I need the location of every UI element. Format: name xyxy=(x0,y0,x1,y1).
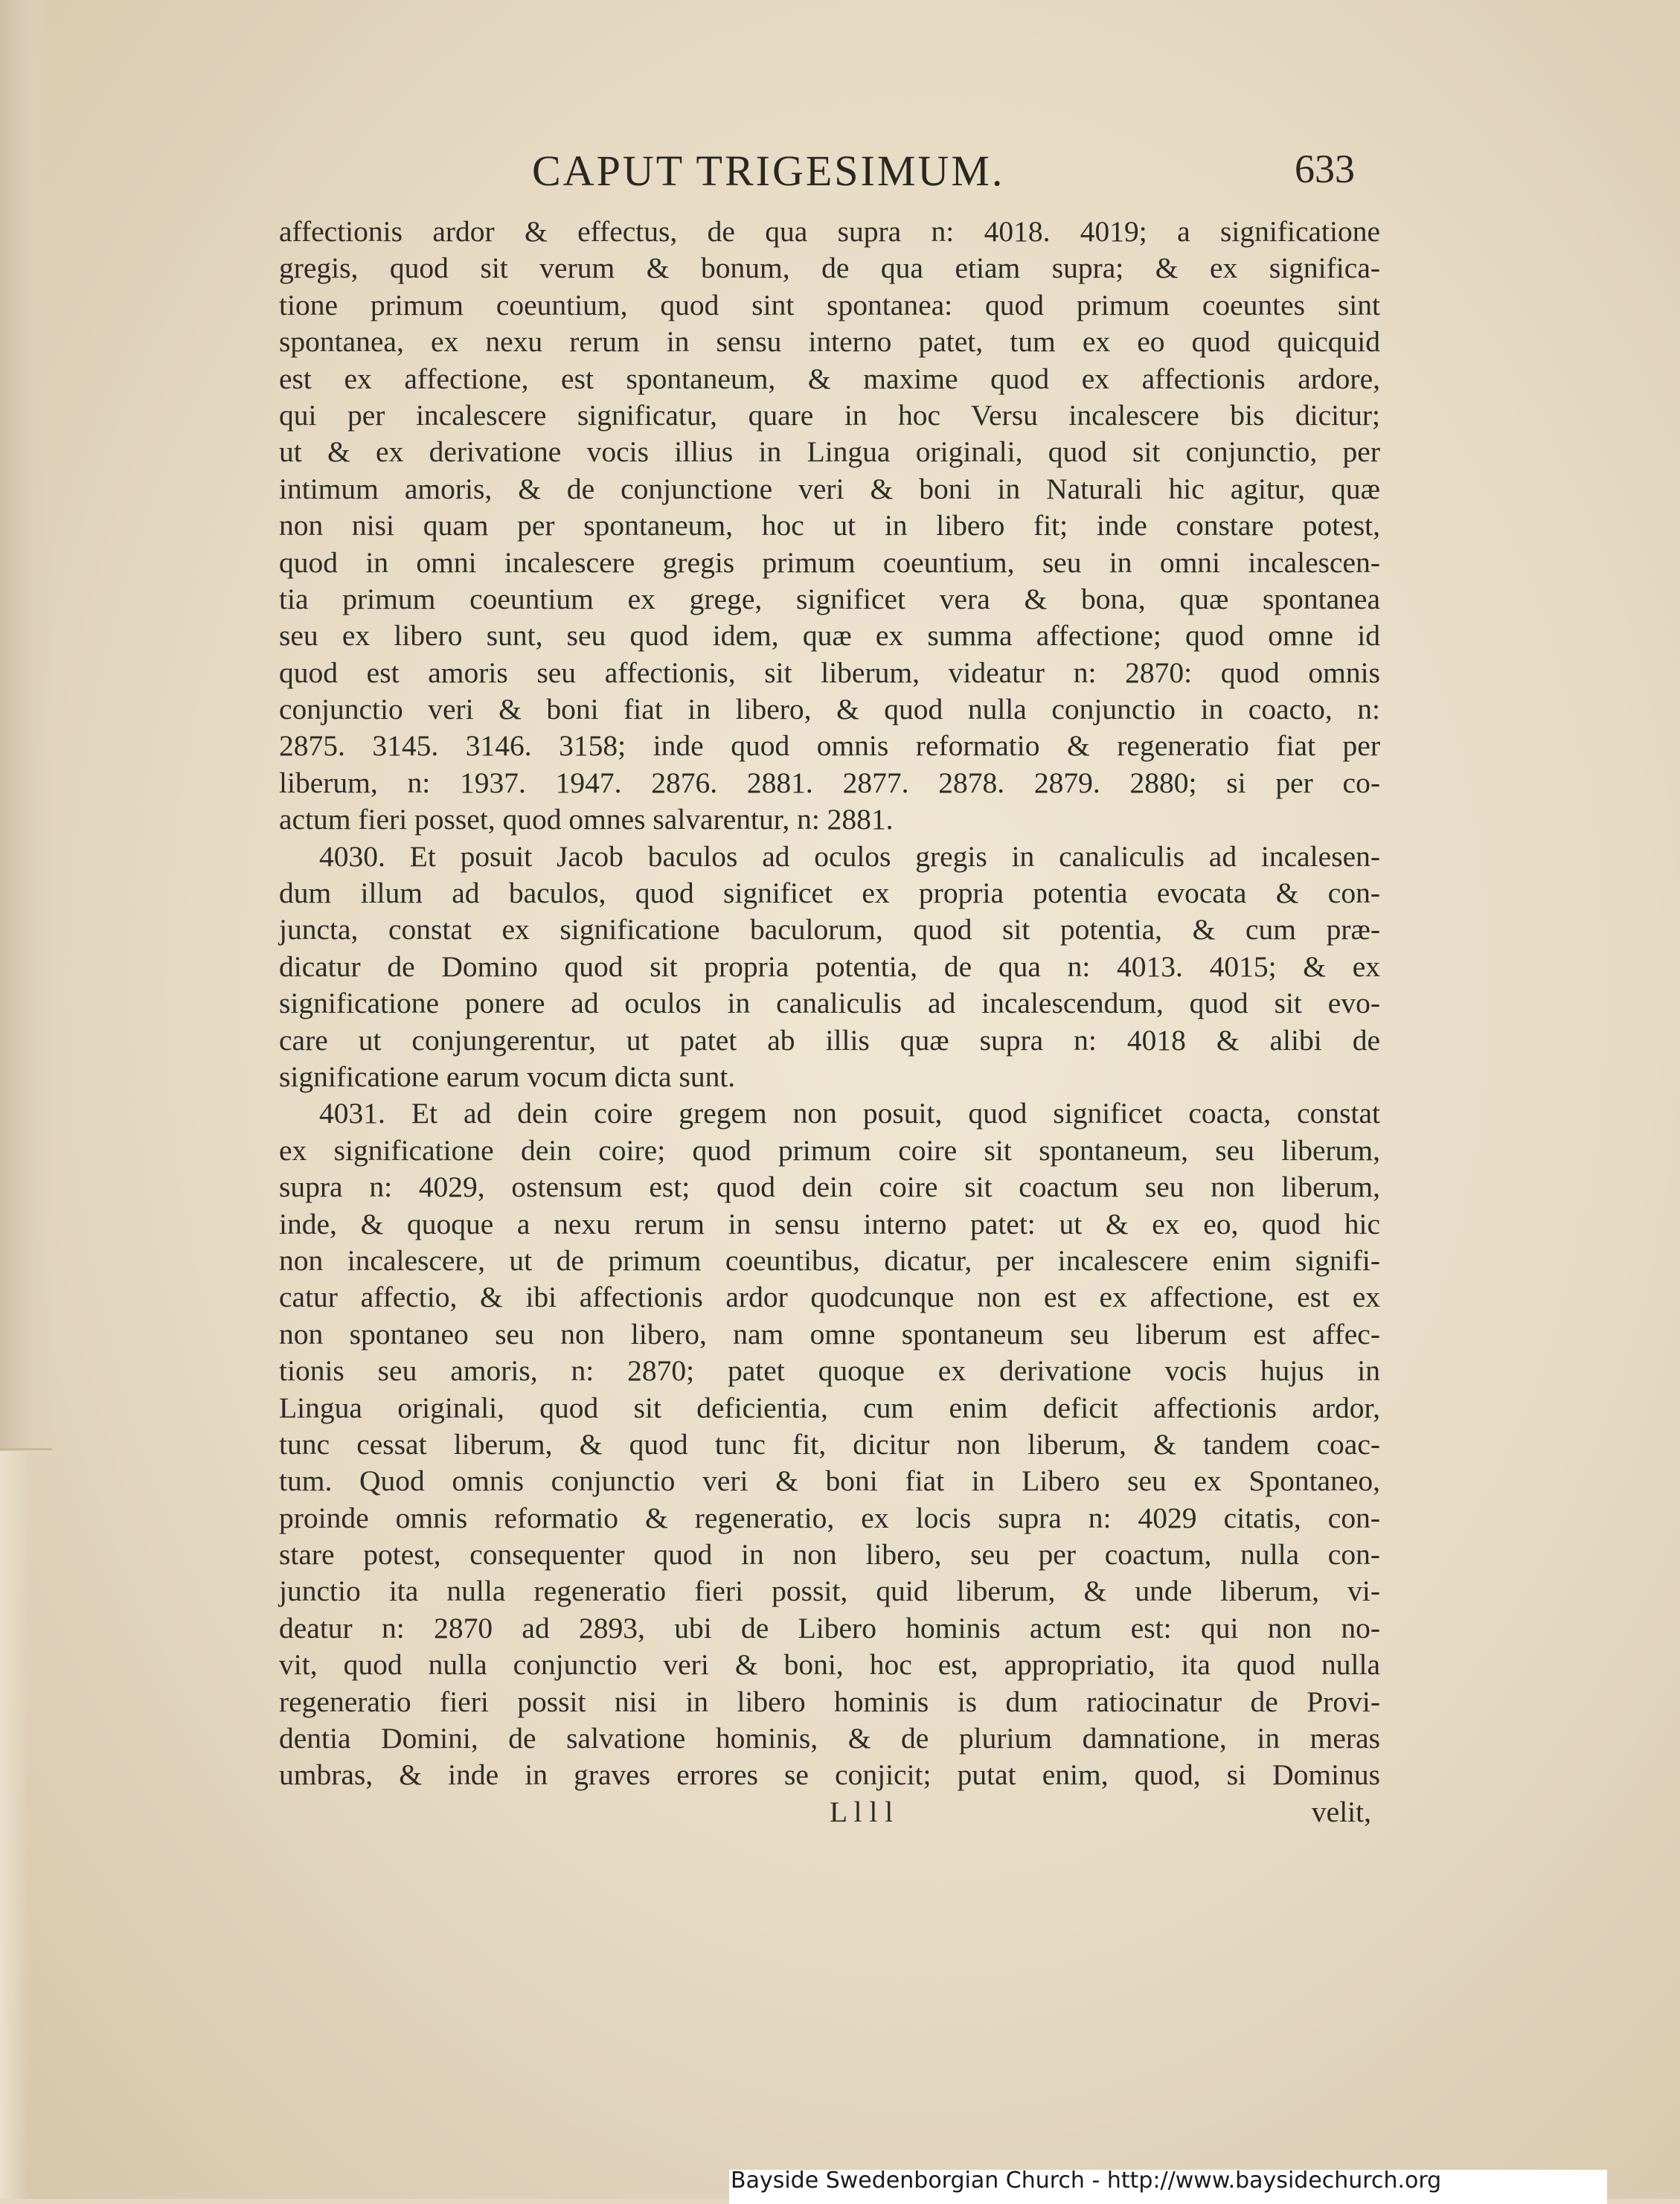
text-line: significatione earum vocum dicta sunt. xyxy=(279,1060,736,1093)
text-line: tia primum coeuntium ex grege, significet vera & bona, quæ spontanea xyxy=(279,582,1380,615)
text-line: dentia Domini, de salvatione hominis, & de plurium damnatione, in meras xyxy=(279,1722,1380,1755)
text-line: quod est amoris seu affectionis, sit liberum, videatur n: 2870: quod omnis xyxy=(279,656,1380,689)
text-line: est ex affectione, est spontaneum, & maxime quod ex affectionis ardore, xyxy=(279,362,1380,395)
paragraph-start-4030: 4030. Et posuit Jacob baculos ad oculos gregis in canaliculis ad incalesen- xyxy=(319,839,1380,873)
text-line: umbras, & inde in graves errores se conjicit; putat enim, quod, si Dominus xyxy=(279,1758,1380,1792)
text-line: dicatur de Domino quod sit propria potentia, de qua n: 4013. 4015; & ex xyxy=(279,949,1380,983)
text-line: juncta, constat ex significatione baculorum, quod sit potentia, & cum præ- xyxy=(279,913,1380,946)
text-line: spontanea, ex nexu rerum in sensu interno patet, tum ex eo quod quicquid xyxy=(279,325,1380,359)
body-text xyxy=(279,214,1380,1830)
text-line: vit, quod nulla conjunctio veri & boni, hoc est, appropriatio, ita quod nulla xyxy=(279,1648,1380,1682)
text-line: non incalescere, ut de primum coeuntibus, dicatur, per incalescere enim signifi- xyxy=(279,1243,1380,1277)
text-line: 2875. 3145. 3146. 3158; inde quod omnis reformatio & regeneratio fiat per xyxy=(279,729,1380,763)
page-number: 633 xyxy=(1295,147,1355,191)
text-line: care ut conjungerentur, ut patet ab illis quæ supra n: 4018 & alibi de xyxy=(279,1023,1380,1057)
text-line: intimum amoris, & de conjunctione veri & boni in Naturali hic agitur, quæ xyxy=(279,472,1380,505)
signature-line xyxy=(279,1794,1380,1830)
signature-mark: L l l l xyxy=(830,1795,894,1828)
text-line: junctio ita nulla regeneratio fieri possit, quid liberum, & unde liberum, vi- xyxy=(279,1574,1380,1608)
facing-page-edge xyxy=(0,0,52,1451)
text-line: regeneratio fieri possit nisi in libero hominis is dum ratiocinatur de Provi- xyxy=(279,1685,1380,1718)
page-edge-lower xyxy=(0,1451,30,2199)
text-line: seu ex libero sunt, seu quod idem, quæ ex summa affectione; quod omne id xyxy=(279,619,1380,653)
text-line: actum fieri posset, quod omnes salvarentur, n: 2881. xyxy=(279,803,894,836)
text-line: qui per incalescere significatur, quare in hoc Versu incalescere bis dicitur; xyxy=(279,398,1380,432)
text-line: proinde omnis reformatio & regeneratio, ex locis supra n: 4029 citatis, con- xyxy=(279,1501,1380,1534)
text-line: ut & ex derivatione vocis illius in Lingua originali, quod sit conjunctio, per xyxy=(279,435,1380,469)
text-line: tum. Quod omnis conjunctio veri & boni fiat in Libero seu ex Spontaneo, xyxy=(279,1464,1380,1498)
text-line: deatur n: 2870 ad 2893, ubi de Libero hominis actum est: qui non no- xyxy=(279,1611,1380,1644)
page-fold-mark xyxy=(0,1448,52,1450)
watermark-text: Bayside Swedenborgian Church - http://www.baysidechurch.org xyxy=(731,2168,1442,2194)
text-line: significatione ponere ad oculos in canaliculis ad incalescendum, quod sit evo- xyxy=(279,987,1380,1020)
running-title: CAPUT TRIGESIMUM. xyxy=(532,147,1005,195)
text-line: non nisi quam per spontaneum, hoc ut in libero fit; inde constare potest, xyxy=(279,509,1380,542)
paragraph-start-4031: 4031. Et ad dein coire gregem non posuit, quod significet coacta, constat xyxy=(319,1097,1380,1130)
text-line: gregis, quod sit verum & bonum, de qua etiam supra; & ex significa- xyxy=(279,252,1380,285)
text-line: affectionis ardor & effectus, de qua supra n: 4018. 4019; a significatione xyxy=(279,215,1380,248)
page-header xyxy=(275,146,1391,205)
text-line: ex significatione dein coire; quod primum coire sit spontaneum, seu liberum, xyxy=(279,1133,1380,1167)
text-line: dum illum ad baculos, quod significet ex propria potentia evocata & con- xyxy=(279,877,1380,910)
text-line: tionis seu amoris, n: 2870; patet quoque ex derivatione vocis hujus in xyxy=(279,1354,1380,1388)
text-line: catur affectio, & ibi affectionis ardor quodcunque non est ex affectione, est ex xyxy=(279,1281,1380,1314)
text-line: quod in omni incalescere gregis primum coeuntium, seu in omni incalescen- xyxy=(279,545,1380,579)
catchword: velit, xyxy=(1311,1795,1371,1828)
text-line: Lingua originali, quod sit deficientia, cum enim deficit affectionis ardor, xyxy=(279,1391,1380,1424)
text-line: stare potest, consequenter quod in non libero, seu per coactum, nulla con- xyxy=(279,1538,1380,1572)
text-line: tunc cessat liberum, & quod tunc fit, dicitur non liberum, & tandem coac- xyxy=(279,1427,1380,1461)
text-line: liberum, n: 1937. 1947. 2876. 2881. 2877. 2878. 2879. 2880; si per co- xyxy=(279,766,1380,799)
text-line: non spontaneo seu non libero, nam omne spontaneum seu liberum est affec- xyxy=(279,1317,1380,1351)
text-line: tione primum coeuntium, quod sint spontanea: quod primum coeuntes sint xyxy=(279,288,1380,321)
text-line: conjunctio veri & boni fiat in libero, & quod nulla conjunctio in coacto, n: xyxy=(279,693,1380,726)
text-line: inde, & quoque a nexu rerum in sensu interno patet: ut & ex eo, quod hic xyxy=(279,1207,1380,1240)
text-line: supra n: 4029, ostensum est; quod dein coire sit coactum seu non liberum, xyxy=(279,1170,1380,1204)
